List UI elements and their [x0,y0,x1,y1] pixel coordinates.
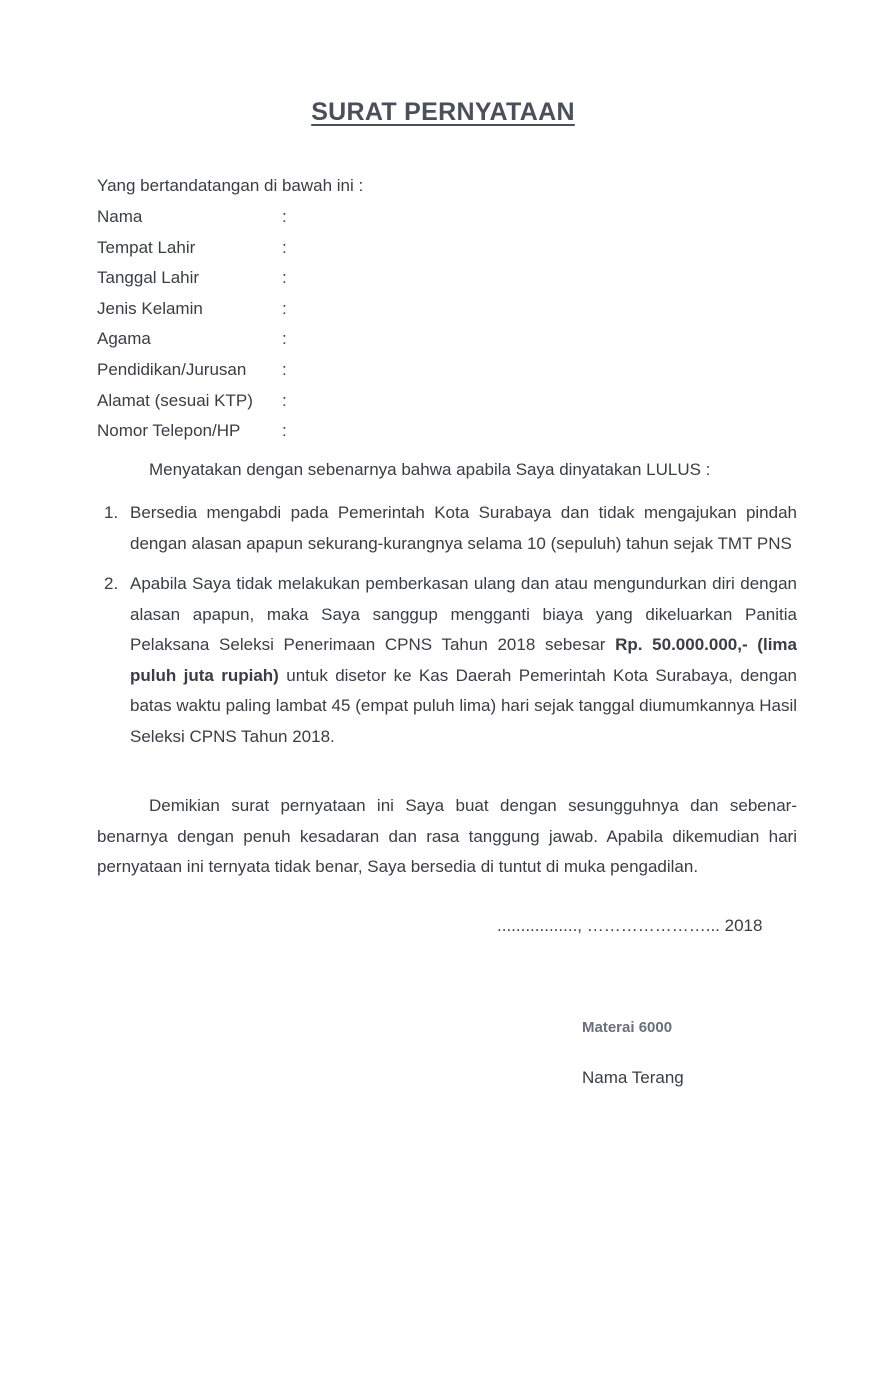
document-title: SURAT PERNYATAAN [311,98,575,126]
field-label: Jenis Kelamin [97,298,203,318]
field-colon: : [282,207,287,226]
date-line: ................., …………………... 2018 [497,916,763,935]
field-label: Tempat Lahir [97,237,196,257]
list-item-text: Bersedia mengabdi pada Pemerintah Kota Surabaya dan tidak mengajukan pindah dengan alasan apapun sekurang-kurangnya selama 10 (sepuluh) tahun sejak TMT PNS [130,503,797,553]
list-item-text-before: Apabila Saya tidak melakukan pemberkasan ulang dan atau mengundurkan diri dengan alasan apapun, maka Saya sanggup mengganti biaya yang dikeluarkan Panitia Pelaksana Seleksi Penerimaan CPNS Tahun 2018 sebesar [130,574,797,654]
field-label: Agama [97,329,151,349]
field-colon: : [282,421,287,441]
commitment-list [97,498,797,762]
field-row-agama [97,327,287,358]
field-colon: : [282,359,287,379]
field-row-nama [97,205,287,236]
list-item [97,498,797,559]
field-colon: : [282,329,287,349]
list-number: 2. [104,574,119,593]
field-row-tanggal-lahir [97,266,287,297]
field-colon: : [282,268,287,288]
field-colon: : [282,298,287,318]
signature-name: Nama Terang [582,1068,684,1087]
list-item-text [130,574,797,746]
field-row-alamat [97,389,287,420]
penalty-amount: Rp. 50.000.000,- (lima puluh juta rupiah) [130,635,797,685]
closing-paragraph: Demikian surat pernyataan ini Saya buat dengan sesungguhnya dan sebenar-benarnya dengan penuh kesadaran dan rasa tanggung jawab. Apabila dikemudian hari pernyataan ini ternyata tidak benar, Saya bersedia di tuntut di muka pengadilan. [97,796,797,876]
field-row-jenis-kelamin [97,297,287,328]
field-label: Pendidikan/Jurusan [97,359,247,379]
list-item-text-after: untuk disetor ke Kas Daerah Pemerintah Kota Surabaya, dengan batas waktu paling lambat 45 (empat puluh lima) hari sejak tanggal diumumkannya Hasil Seleksi CPNS Tahun 2018. [130,665,797,746]
field-row-telepon [97,419,287,450]
field-label: Nomor Telepon/HP [97,421,241,441]
field-label: Nama [97,207,143,226]
field-label: Alamat (sesuai KTP) [97,390,253,410]
field-row-tempat-lahir [97,236,287,267]
intro-text: Yang bertandatangan di bawah ini : [97,176,364,195]
field-colon: : [282,237,287,257]
field-colon: : [282,390,287,410]
list-item [97,569,797,752]
list-number: 1. [104,503,119,522]
field-label: Tanggal Lahir [97,268,200,288]
statement-text: Menyatakan dengan sebenarnya bahwa apabila Saya dinyatakan LULUS : [149,460,711,479]
field-row-pendidikan [97,358,287,389]
materai-label: Materai 6000 [582,1019,673,1036]
identity-fields [97,205,287,450]
